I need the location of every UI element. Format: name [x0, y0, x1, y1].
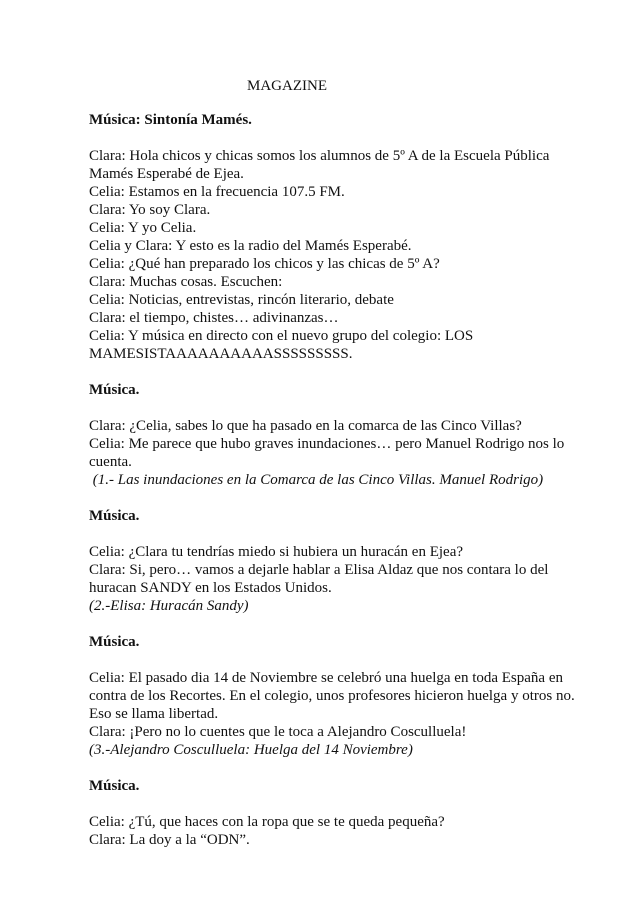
segment-note: (2.-Elisa: Huracán Sandy): [89, 598, 249, 614]
dialogue-line: Celia: Y yo Celia.: [89, 220, 197, 236]
section-heading: Música.: [89, 778, 140, 794]
dialogue-line: Celia: ¿Clara tu tendrías miedo si hubiera un huracán en Ejea?: [89, 544, 464, 560]
dialogue-line: contra de los Recortes. En el colegio, unos profesores hicieron huelga y otros no.: [89, 688, 575, 704]
dialogue-line: Clara: Yo soy Clara.: [89, 202, 211, 218]
dialogue-line: Mamés Esperabé de Ejea.: [89, 166, 244, 182]
section-heading: Música: Sintonía Mamés.: [89, 112, 252, 128]
dialogue-line: MAMESISTAAAAAAAAAASSSSSSSSS.: [89, 346, 353, 362]
dialogue-line: Celia: Noticias, entrevistas, rincón literario, debate: [89, 292, 394, 308]
document-title: MAGAZINE: [247, 78, 327, 94]
dialogue-line: Clara: ¡Pero no lo cuentes que le toca a Alejandro Cosculluela!: [89, 724, 467, 740]
dialogue-line: Celia: Estamos en la frecuencia 107.5 FM.: [89, 184, 345, 200]
dialogue-line: Celia: Me parece que hubo graves inundaciones… pero Manuel Rodrigo nos lo: [89, 436, 565, 452]
dialogue-line: Celia: El pasado dia 14 de Noviembre se celebró una huelga en toda España en: [89, 670, 563, 686]
section-heading: Música.: [89, 508, 140, 524]
dialogue-paragraph: [89, 669, 589, 759]
dialogue-line: Celia y Clara: Y esto es la radio del Mamés Esperabé.: [89, 238, 412, 254]
dialogue-line: Clara: el tiempo, chistes… adivinanzas…: [89, 310, 339, 326]
segment-note: (3.-Alejandro Cosculluela: Huelga del 14 Noviembre): [89, 742, 413, 758]
dialogue-paragraph: [89, 147, 589, 363]
dialogue-line: cuenta.: [89, 454, 132, 470]
document-body: [89, 111, 589, 849]
section-heading: Música.: [89, 634, 140, 650]
dialogue-line: Clara: La doy a la “ODN”.: [89, 832, 250, 848]
section-heading: Música.: [89, 382, 140, 398]
segment-note: (1.- Las inundaciones en la Comarca de las Cinco Villas. Manuel Rodrigo): [89, 472, 544, 488]
document-page: [89, 77, 589, 867]
dialogue-line: Clara: Muchas cosas. Escuchen:: [89, 274, 283, 290]
dialogue-line: Clara: Hola chicos y chicas somos los alumnos de 5º A de la Escuela Pública: [89, 148, 550, 164]
dialogue-line: huracan SANDY en los Estados Unidos.: [89, 580, 332, 596]
dialogue-paragraph: [89, 417, 589, 489]
dialogue-line: Clara: Si, pero… vamos a dejarle hablar a Elisa Aldaz que nos contara lo del: [89, 562, 549, 578]
dialogue-line: Celia: ¿Qué han preparado los chicos y las chicas de 5º A?: [89, 256, 440, 272]
dialogue-line: Eso se llama libertad.: [89, 706, 219, 722]
dialogue-line: Celia: ¿Tú, que haces con la ropa que se te queda pequeña?: [89, 814, 445, 830]
dialogue-line: Celia: Y música en directo con el nuevo grupo del colegio: LOS: [89, 328, 474, 344]
dialogue-line: Clara: ¿Celia, sabes lo que ha pasado en la comarca de las Cinco Villas?: [89, 418, 522, 434]
dialogue-paragraph: [89, 543, 589, 615]
dialogue-paragraph: [89, 813, 589, 849]
